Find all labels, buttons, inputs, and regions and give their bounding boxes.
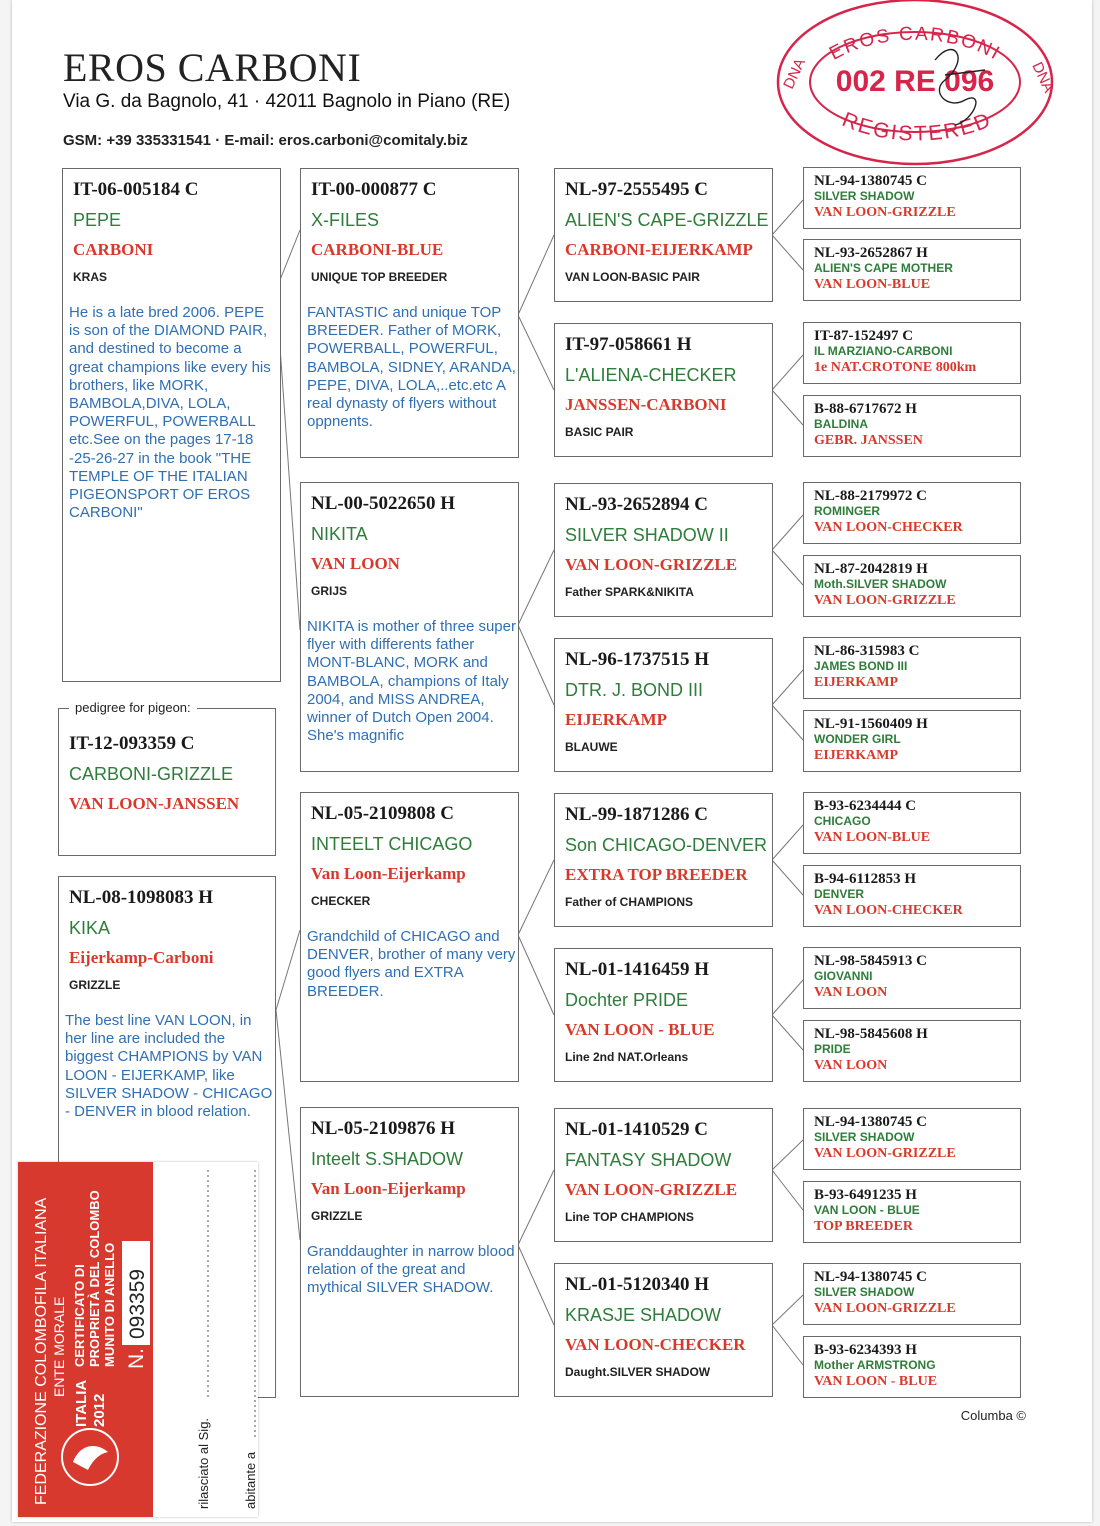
ggp-ring: NL-99-1871286 C (565, 804, 709, 825)
certificate-text-layer (18, 1162, 258, 1517)
gggp-ring: NL-98-5845913 C (814, 953, 927, 969)
certificate-year: 2012 (91, 1393, 108, 1427)
grandparent-note: GRIZZLE (311, 1209, 363, 1223)
gggp-strain: TOP BREEDER (814, 1219, 913, 1234)
certificate-living-in: abitante a (243, 1451, 258, 1509)
sire-note: KRAS (73, 270, 108, 284)
gggp-name: VAN LOON - BLUE (814, 1203, 920, 1217)
gg-grandparent-card (803, 1263, 1021, 1325)
dam-note: GRIZZLE (69, 978, 121, 992)
ggp-name: KRASJE SHADOW (565, 1305, 722, 1325)
gg-grandparent-card (803, 1181, 1021, 1243)
great-grandparent-card (554, 638, 773, 772)
gggp-name: ROMINGER (814, 504, 880, 518)
gggp-strain: VAN LOON-GRIZZLE (814, 593, 956, 608)
grandparent-note: UNIQUE TOP BREEDER (311, 270, 448, 284)
subject-caption: pedigree for pigeon: (69, 700, 197, 715)
gggp-strain: VAN LOON (814, 1058, 888, 1073)
gggp-strain: VAN LOON-BLUE (814, 830, 931, 845)
grandparent-name: X-FILES (311, 210, 380, 230)
sire-strain: CARBONI (73, 240, 154, 259)
gggp-strain: VAN LOON-GRIZZLE (814, 205, 956, 220)
gggp-name: BALDINA (814, 417, 868, 431)
gggp-strain: VAN LOON-CHECKER (814, 520, 963, 535)
ggp-note: BASIC PAIR (565, 425, 634, 439)
grandparent-card (300, 482, 519, 772)
gggp-ring: NL-94-1380745 C (814, 173, 927, 189)
stamp-bottom-text: REGISTERED (838, 108, 996, 146)
grandparent-description: NIKITA is mother of three super flyer with differents father MONT-BLANC, MORK and BAMBOLA, champions of Italy 2004, and MISS ANDREA, winner of Dutch Open 2004. She's magnific (307, 618, 516, 745)
ggp-name: L'ALIENA-CHECKER (565, 365, 737, 385)
ggp-strain: VAN LOON-GRIZZLE (565, 1180, 738, 1199)
certificate-line3: MUNITO DI ANELLO (102, 1242, 117, 1367)
ggp-ring: NL-93-2652894 C (565, 494, 709, 515)
sire-card (62, 168, 281, 682)
ggp-note: Father of CHAMPIONS (565, 895, 694, 909)
gggp-strain: EIJERKAMP (814, 748, 898, 763)
gg-grandparent-card (803, 947, 1021, 1009)
gggp-name: Mother ARMSTRONG (814, 1358, 936, 1372)
ggp-strain: CARBONI-EIJERKAMP (565, 240, 753, 259)
great-grandparent-card (554, 323, 773, 457)
stamp-left-text: DNA (780, 55, 810, 92)
footer-copyright: Columba © (960, 1408, 1026, 1423)
grandparent-ring: IT-00-000877 C (311, 179, 437, 200)
ggp-note: Father SPARK&NIKITA (565, 585, 694, 599)
gggp-name: JAMES BOND III (814, 659, 908, 673)
ggp-note: Daught.SILVER SHADOW (565, 1365, 711, 1379)
ggp-name: FANTASY SHADOW (565, 1150, 732, 1170)
stamp-top-text: EROS CARBONI (826, 23, 1005, 65)
ggp-strain: VAN LOON-CHECKER (565, 1335, 746, 1354)
ggp-ring: NL-01-1416459 H (565, 959, 710, 980)
gggp-name: GIOVANNI (814, 969, 873, 983)
gggp-ring: NL-94-1380745 C (814, 1269, 927, 1285)
ggp-strain: EXTRA TOP BREEDER (565, 865, 748, 884)
grandparent-ring: NL-05-2109876 H (311, 1118, 456, 1139)
certificate-line2: PROPRIETÀ DEL COLOMBO (87, 1190, 102, 1367)
grandparent-name: NIKITA (311, 524, 368, 544)
gggp-name: PRIDE (814, 1042, 851, 1056)
ggp-strain: JANSSEN-CARBONI (565, 395, 727, 414)
subject-card (58, 700, 276, 856)
great-grandparent-card (554, 483, 773, 617)
grandparent-description: Grandchild of CHICAGO and DENVER, brother of many very good flyers and EXTRA BREEDER. (307, 928, 516, 1000)
great-grandparent-card (554, 1108, 773, 1242)
gggp-ring: IT-87-152497 C (814, 328, 914, 344)
grandparent-name: INTEELT CHICAGO (311, 834, 473, 854)
sire-name: PEPE (73, 210, 122, 230)
grandparent-note: GRIJS (311, 584, 348, 598)
ggp-note: BLAUWE (565, 740, 618, 754)
gg-grandparent-card (803, 482, 1021, 544)
dam-ring: NL-08-1098083 H (69, 887, 214, 908)
gggp-strain: VAN LOON-GRIZZLE (814, 1146, 956, 1161)
breeder-name: EROS CARBONI (63, 45, 362, 90)
certificate-country: ITALIA (73, 1379, 90, 1427)
gggp-ring: NL-94-1380745 C (814, 1114, 927, 1130)
ggp-note: Line 2nd NAT.Orleans (565, 1050, 689, 1064)
certificate-entity: ENTE MORALE (51, 1296, 67, 1397)
dam-description: The best line VAN LOON, in her line are included the biggest CHAMPIONS by VAN LOON - EIJERKAMP, like SILVER SHADOW - CHICAGO - DENVER in blood relation. (65, 1012, 273, 1121)
grandparent-note: CHECKER (311, 894, 371, 908)
gggp-name: CHICAGO (814, 814, 871, 828)
gggp-name: WONDER GIRL (814, 732, 901, 746)
gg-grandparent-card (803, 792, 1021, 854)
sire-description: He is a late bred 2006. PEPE is son of the DIAMOND PAIR, and destined to become a great champions like every his brothers, like MORK, BAMBOLA,DIVA, LOLA, POWERFUL, POWERBALL etc.See on the pages 17-18 -25-26-27 in the book "THE TEMPLE OF THE ITALIAN PIGEONSPORT OF EROS CARBONI" (69, 304, 271, 522)
ggp-strain: VAN LOON - BLUE (565, 1020, 715, 1039)
subject-ring: IT-12-093359 C (69, 733, 195, 754)
grandparent-card (300, 168, 519, 458)
gggp-strain: GEBR. JANSSEN (814, 433, 923, 448)
gggp-name: SILVER SHADOW (814, 1130, 915, 1144)
ggp-ring: IT-97-058661 H (565, 334, 692, 355)
gggp-ring: B-93-6234393 H (814, 1342, 917, 1358)
gg-grandparent-card (803, 322, 1021, 384)
dam-strain: Eijerkamp-Carboni (69, 948, 214, 967)
gg-grandparent-card (803, 710, 1021, 772)
gggp-ring: NL-98-5845608 H (814, 1026, 928, 1042)
great-grandparent-card (554, 1263, 773, 1397)
ownership-certificate (18, 1162, 258, 1517)
gggp-ring: NL-91-1560409 H (814, 716, 928, 732)
breeder-contact: GSM: +39 335331541 · E-mail: eros.carboni@comitaly.biz (63, 132, 468, 149)
grandparent-name: Inteelt S.SHADOW (311, 1149, 464, 1169)
gg-grandparent-card (803, 865, 1021, 927)
gggp-ring: NL-86-315983 C (814, 643, 920, 659)
certificate-number-prefix: N. (125, 1348, 148, 1369)
sire-ring: IT-06-005184 C (73, 179, 199, 200)
gggp-strain: 1e NAT.CROTONE 800km (814, 360, 977, 375)
ggp-note: VAN LOON-BASIC PAIR (565, 270, 700, 284)
ggp-strain: VAN LOON-GRIZZLE (565, 555, 738, 574)
gg-grandparent-card (803, 239, 1021, 301)
grandparent-card (300, 792, 519, 1082)
ggp-name: DTR. J. BOND III (565, 680, 704, 700)
ggp-ring: NL-97-2555495 C (565, 179, 709, 200)
gggp-ring: B-94-6112853 H (814, 871, 917, 887)
subject-strain: VAN LOON-JANSSEN (69, 794, 240, 813)
ggp-strain: EIJERKAMP (565, 710, 667, 729)
grandparent-strain: VAN LOON (311, 554, 400, 573)
ggp-name: Dochter PRIDE (565, 990, 689, 1010)
gggp-name: SILVER SHADOW (814, 189, 915, 203)
grandparent-card (300, 1107, 519, 1397)
ggp-name: Son CHICAGO-DENVER (565, 835, 768, 855)
gg-grandparent-card (803, 555, 1021, 617)
ggp-name: ALIEN'S CAPE-GRIZZLE (565, 210, 769, 230)
grandparent-ring: NL-00-5022650 H (311, 493, 456, 514)
great-grandparent-card (554, 948, 773, 1082)
gggp-strain: VAN LOON-GRIZZLE (814, 1301, 956, 1316)
great-grandparent-card (554, 793, 773, 927)
stamp-number: 002 RE 096 (835, 65, 995, 98)
gggp-ring: B-88-6717672 H (814, 401, 917, 417)
grandparent-description: FANTASTIC and unique TOP BREEDER. Father of MORK, POWERBALL, POWERFUL, BAMBOLA, SIDNEY, ARANDA, PEPE, DIVA, LOLA,..etc.etc A real dynasty of flyers without oppnents. (307, 304, 516, 431)
gggp-strain: EIJERKAMP (814, 675, 898, 690)
gggp-name: Moth.SILVER SHADOW (814, 577, 947, 591)
dam-name: KIKA (69, 918, 111, 938)
gg-grandparent-card (803, 1336, 1021, 1398)
gggp-name: ALIEN'S CAPE MOTHER (814, 261, 953, 275)
gg-grandparent-card (803, 1108, 1021, 1170)
grandparent-strain: CARBONI-BLUE (311, 240, 444, 259)
subject-name: CARBONI-GRIZZLE (69, 764, 234, 784)
certificate-issued-to: rilasciato al Sig. (196, 1417, 211, 1509)
gggp-ring: NL-87-2042819 H (814, 561, 928, 577)
gggp-strain: VAN LOON - BLUE (814, 1374, 938, 1389)
certificate-number: 093359 (126, 1268, 149, 1339)
federation-logo (62, 1429, 118, 1485)
grandparent-description: Granddaughter in narrow blood relation of the great and mythical SILVER SHADOW. (307, 1243, 515, 1297)
certificate-line1: CERTIFICATO DI (72, 1264, 87, 1367)
gggp-strain: VAN LOON (814, 985, 888, 1000)
grandparent-strain: Van Loon-Eijerkamp (311, 864, 466, 883)
gggp-name: SILVER SHADOW (814, 1285, 915, 1299)
gggp-ring: NL-88-2179972 C (814, 488, 927, 504)
certificate-federation: FEDERAZIONE COLOMBOFILA ITALIANA (33, 1197, 50, 1505)
ggp-ring: NL-01-5120340 H (565, 1274, 710, 1295)
breeder-address: Via G. da Bagnolo, 41 · 42011 Bagnolo in Piano (RE) (63, 91, 511, 112)
great-grandparent-card (554, 168, 773, 302)
ggp-note: Line TOP CHAMPIONS (565, 1210, 694, 1224)
gg-grandparent-card (803, 167, 1021, 229)
ggp-ring: NL-01-1410529 C (565, 1119, 709, 1140)
gg-grandparent-card (803, 637, 1021, 699)
gg-grandparent-card (803, 1020, 1021, 1082)
ggp-name: SILVER SHADOW II (565, 525, 729, 545)
gggp-strain: VAN LOON-BLUE (814, 277, 931, 292)
grandparent-strain: Van Loon-Eijerkamp (311, 1179, 466, 1198)
grandparent-ring: NL-05-2109808 C (311, 803, 455, 824)
gggp-name: DENVER (814, 887, 865, 901)
gggp-ring: NL-93-2652867 H (814, 245, 928, 261)
gggp-ring: B-93-6491235 H (814, 1187, 917, 1203)
gggp-ring: B-93-6234444 C (814, 798, 917, 814)
gggp-strain: VAN LOON-CHECKER (814, 903, 963, 918)
gggp-name: IL MARZIANO-CARBONI (814, 344, 953, 358)
ggp-ring: NL-96-1737515 H (565, 649, 710, 670)
stamp-right-text: DNA (1028, 59, 1058, 96)
gg-grandparent-card (803, 395, 1021, 457)
